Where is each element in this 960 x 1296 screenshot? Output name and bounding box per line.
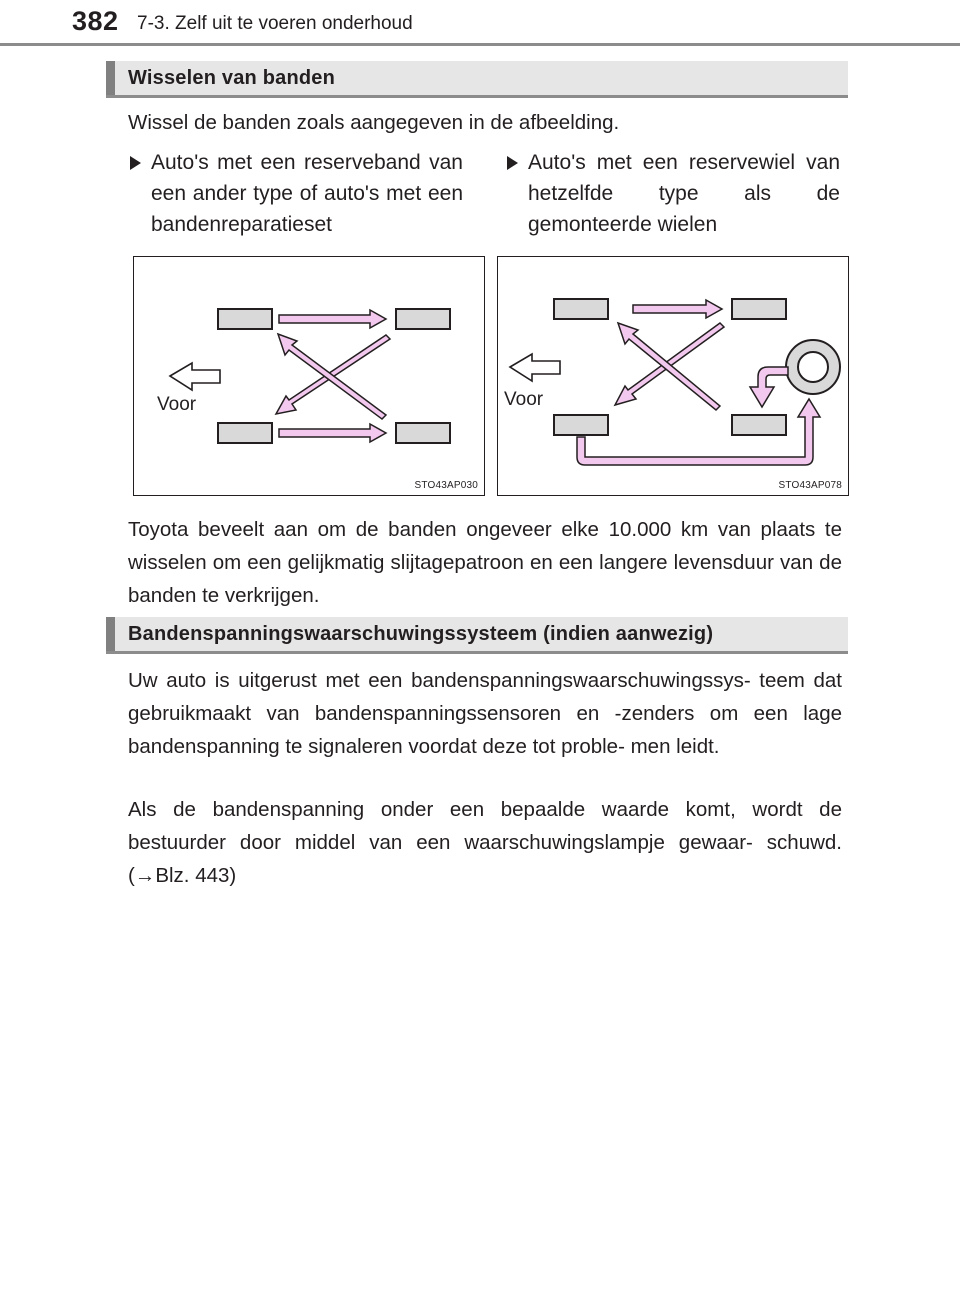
tire-rear-left — [218, 423, 272, 443]
tire-rear-right — [732, 415, 786, 435]
front-direction-arrow-icon — [510, 354, 560, 381]
section-heading-title: Wisselen van banden — [128, 67, 336, 89]
rotation-diagram-left — [134, 257, 486, 497]
tire-front-right — [732, 299, 786, 319]
tire-front-left — [218, 309, 272, 329]
front-label: Voor — [504, 389, 544, 410]
section-heading-marker — [106, 617, 115, 651]
tpws-warning-paragraph: Als de bandenspanning onder een bepaalde waarde komt, wordt de bestuurder door middel van een waarschuwingslampje gewaar- schuwd. (→Blz. 443) — [128, 798, 842, 887]
figure-rotation-four-tires — [133, 256, 485, 496]
tpws-description-paragraph: Uw auto is uitgerust met een bandenspanningswaarschuwingssys- teem dat gebruikmaakt van bandenspanningssensoren en -zenders om een lage bandenspanning te signaleren voordat deze tot proble- men leidt. — [128, 669, 842, 758]
tire-front-right — [396, 309, 450, 329]
section-heading-tpws — [106, 617, 848, 654]
arrow-front-left-to-right — [633, 300, 722, 318]
intro-paragraph: Wissel de banden zoals aangegeven in de afbeelding. — [128, 111, 620, 134]
figure-code: STO43AP078 — [778, 480, 842, 491]
rotation-recommendation-paragraph: Toyota beveelt aan om de banden ongeveer elke 10.000 km van plaats te wisselen om een gelijkmatig slijtagepatroon en een langere levensduur van de banden te verkrijgen. — [128, 518, 842, 607]
page-number: 382 — [72, 6, 119, 36]
option-right — [528, 147, 840, 240]
tire-front-left — [554, 299, 608, 319]
spare-wheel-hub — [798, 352, 828, 382]
arrow-front-left-to-right — [279, 310, 386, 328]
section-heading-title: Bandenspanningswaarschuwingssysteem (indien aanwezig) — [128, 623, 714, 645]
front-label: Voor — [157, 394, 197, 415]
figure-rotation-with-spare — [497, 256, 849, 496]
triangle-bullet-icon — [507, 156, 518, 170]
figure-code: STO43AP030 — [414, 480, 478, 491]
tire-rear-right — [396, 423, 450, 443]
chapter-title: 7-3. Zelf uit te voeren onderhoud — [137, 13, 413, 34]
option-right-text: Auto's met een reservewiel van hetzelfde type als de gemonteerde wielen — [528, 151, 840, 236]
arrow-rear-left-to-right — [279, 424, 386, 442]
section-heading-tire-rotation — [106, 61, 848, 98]
front-direction-arrow-icon — [170, 363, 220, 390]
header-divider — [0, 43, 960, 46]
tire-rear-left — [554, 415, 608, 435]
section-heading-marker — [106, 61, 115, 95]
option-left — [151, 147, 463, 240]
arrow-spare-to-rear-right — [750, 367, 788, 407]
rotation-diagram-right — [498, 257, 850, 497]
triangle-bullet-icon — [130, 156, 141, 170]
option-left-text: Auto's met een reserveband van een ander type of auto's met een bandenreparatieset — [151, 151, 463, 236]
